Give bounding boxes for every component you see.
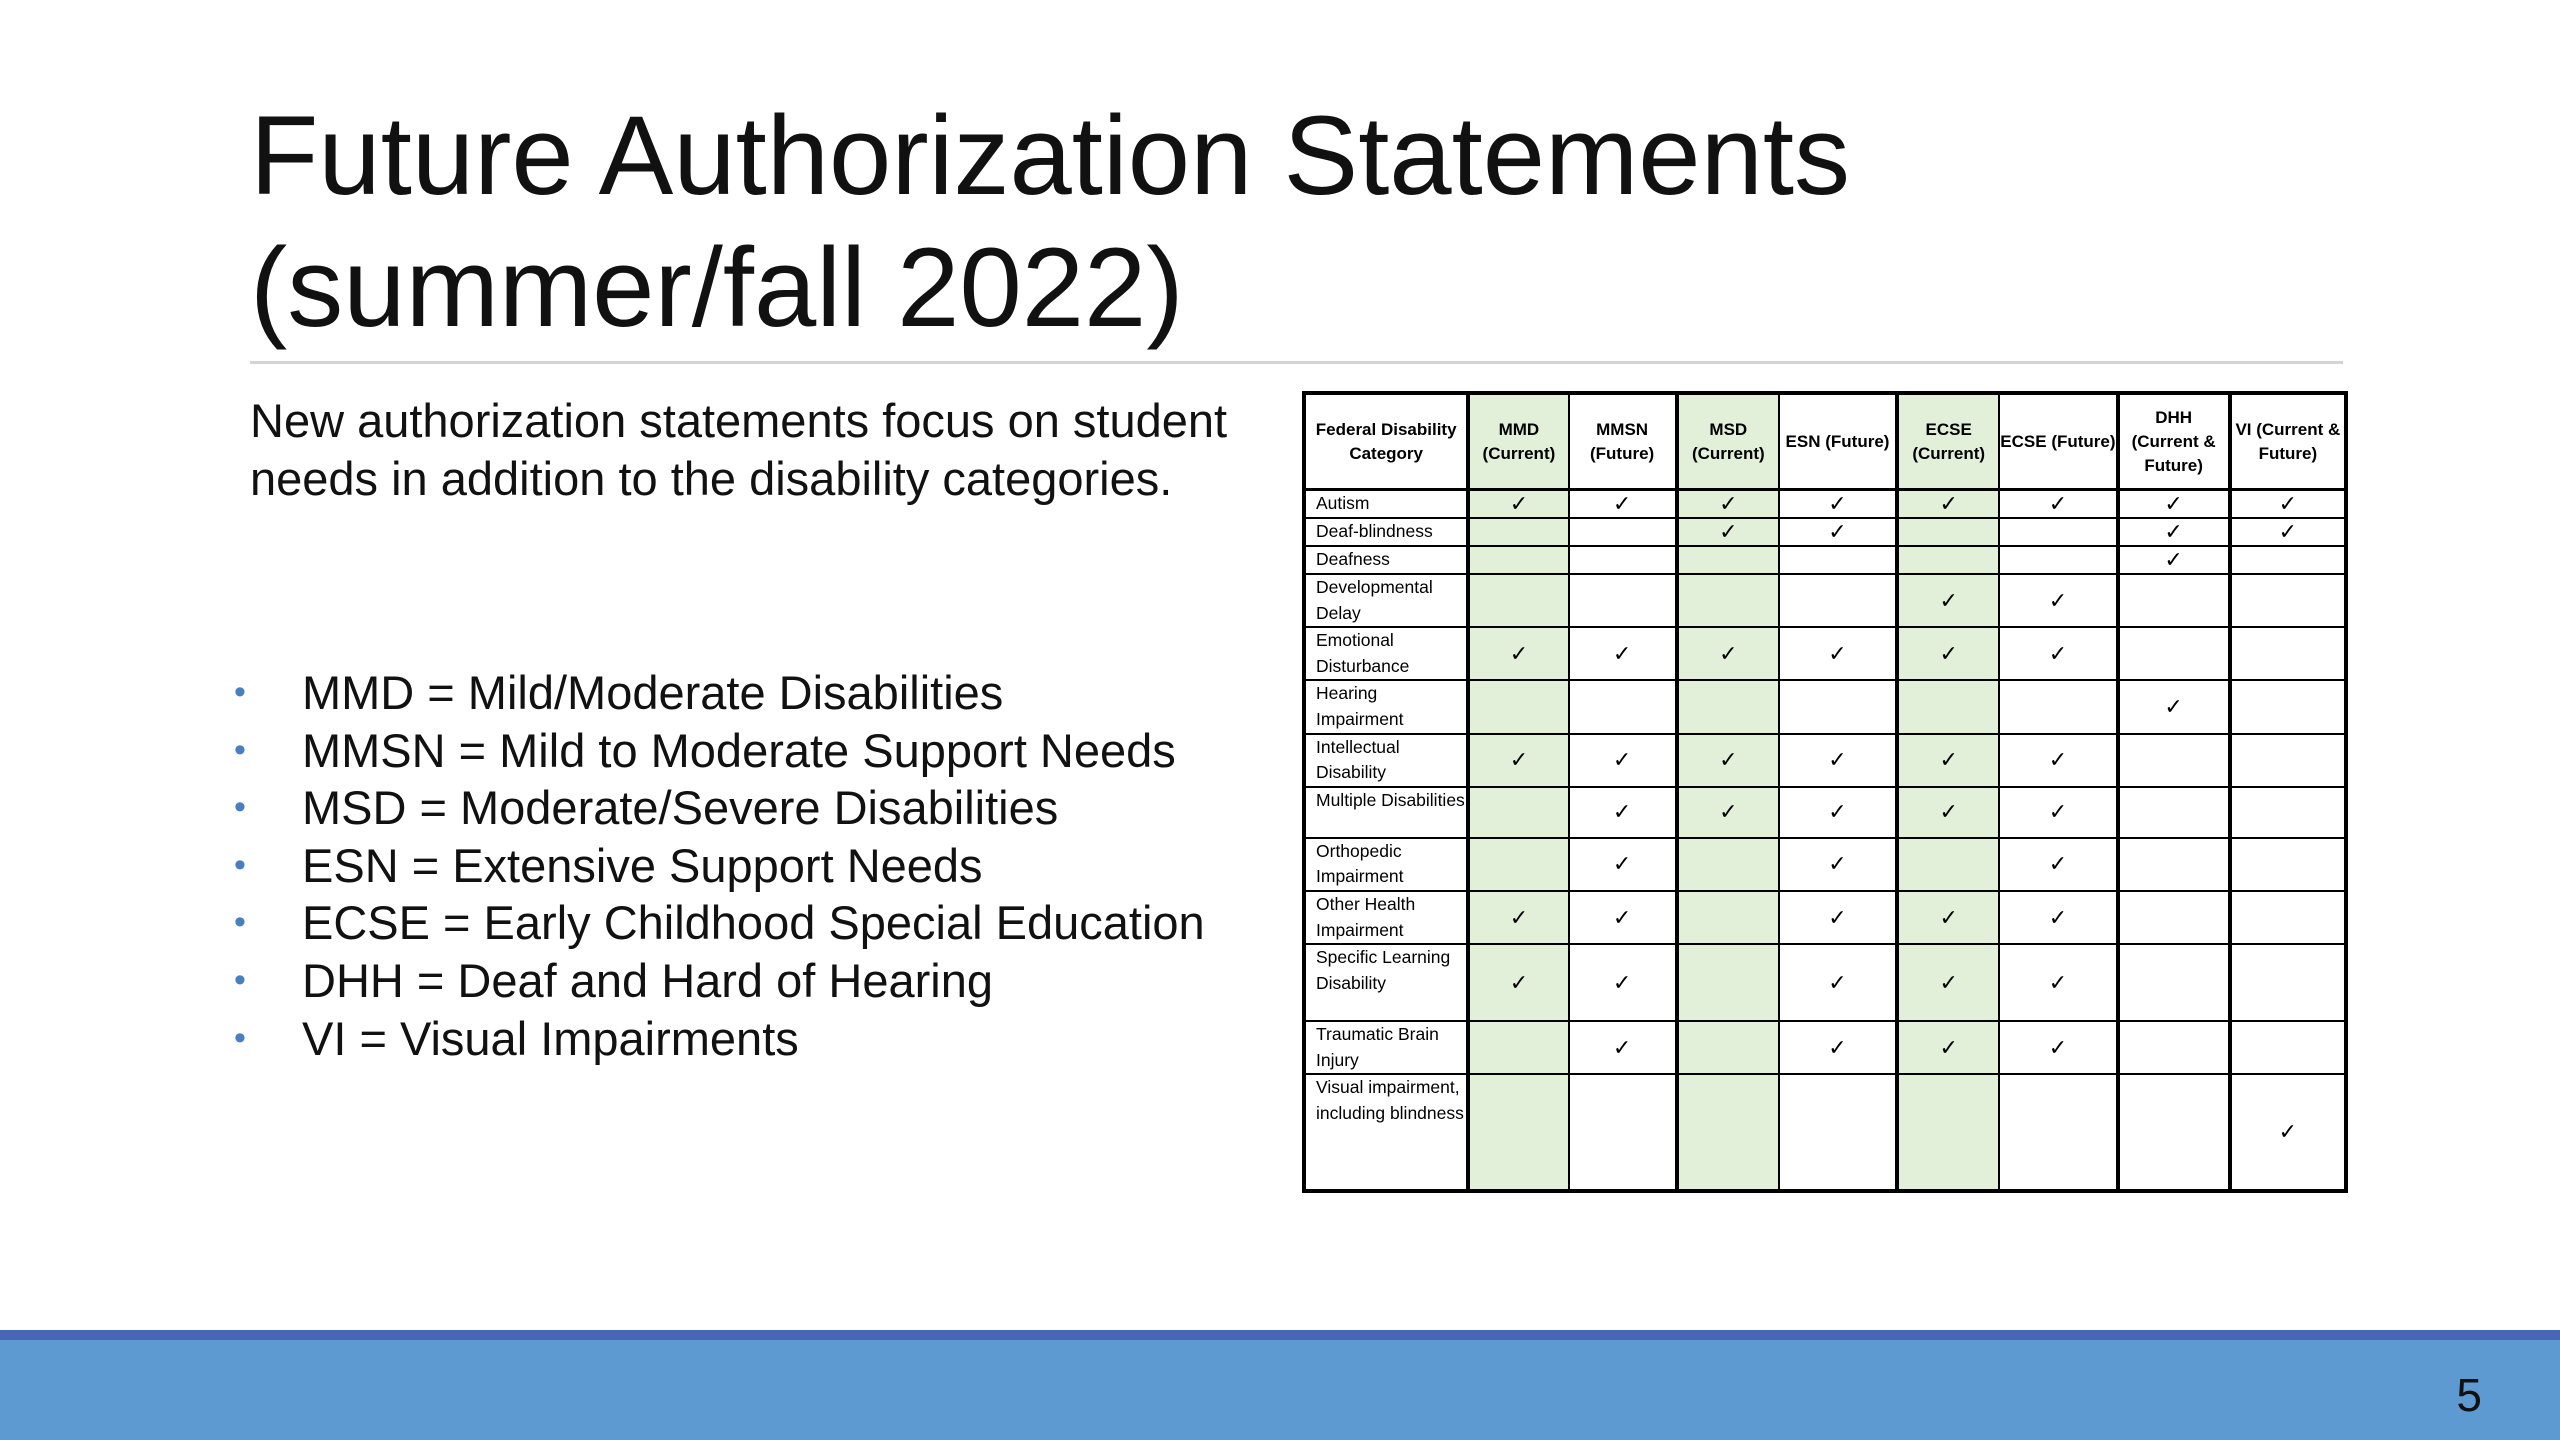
title-divider bbox=[250, 361, 2343, 364]
list-item: • ESN = Extensive Support Needs bbox=[230, 837, 1205, 895]
check-icon: ✓ bbox=[1779, 891, 1897, 944]
empty-cell bbox=[2230, 944, 2345, 1021]
category-cell: Orthopedic Impairment bbox=[1305, 838, 1468, 891]
empty-cell bbox=[1569, 680, 1677, 733]
check-icon: ✓ bbox=[1779, 1021, 1897, 1074]
header-esn-future: ESN (Future) bbox=[1779, 394, 1897, 490]
check-icon: ✓ bbox=[1468, 490, 1568, 519]
category-cell: Hearing Impairment bbox=[1305, 680, 1468, 733]
empty-cell bbox=[2118, 734, 2230, 787]
list-item: • MSD = Moderate/Severe Disabilities bbox=[230, 779, 1205, 837]
empty-cell bbox=[2230, 787, 2345, 838]
check-icon: ✓ bbox=[2118, 518, 2230, 546]
empty-cell bbox=[1677, 838, 1779, 891]
table-row bbox=[1305, 891, 2345, 944]
bullet-icon: • bbox=[234, 1018, 246, 1057]
category-cell: Deafness bbox=[1305, 546, 1468, 574]
check-icon: ✓ bbox=[1569, 734, 1677, 787]
empty-cell bbox=[2230, 574, 2345, 627]
list-item: • VI = Visual Impairments bbox=[230, 1010, 1205, 1068]
check-icon: ✓ bbox=[1569, 1021, 1677, 1074]
empty-cell bbox=[2230, 734, 2345, 787]
list-item: • ECSE = Early Childhood Special Education bbox=[230, 894, 1205, 952]
bullet-icon: • bbox=[234, 673, 246, 711]
check-icon: ✓ bbox=[1897, 734, 1999, 787]
category-cell: Developmental Delay bbox=[1305, 574, 1468, 627]
empty-cell bbox=[1468, 680, 1568, 733]
check-icon: ✓ bbox=[1468, 627, 1568, 680]
empty-cell bbox=[1677, 1021, 1779, 1074]
empty-cell bbox=[1897, 546, 1999, 574]
table-row bbox=[1305, 627, 2345, 680]
header-ecse-future: ECSE (Future) bbox=[1999, 394, 2117, 490]
page-number: 5 bbox=[2456, 1369, 2482, 1421]
table-row bbox=[1305, 1021, 2345, 1074]
check-icon: ✓ bbox=[1468, 734, 1568, 787]
slide-title-line-2: (summer/fall 2022) bbox=[250, 225, 1184, 350]
check-icon: ✓ bbox=[2230, 518, 2345, 546]
footer-bar bbox=[0, 1340, 2560, 1440]
bullet-icon: • bbox=[234, 960, 246, 999]
empty-cell bbox=[1468, 1021, 1568, 1074]
empty-cell bbox=[1999, 518, 2117, 546]
empty-cell bbox=[1897, 1074, 1999, 1190]
check-icon: ✓ bbox=[1779, 734, 1897, 787]
check-icon: ✓ bbox=[1897, 944, 1999, 1021]
header-dhh: DHH (Current & Future) bbox=[2118, 394, 2230, 490]
empty-cell bbox=[2230, 1021, 2345, 1074]
empty-cell bbox=[1897, 680, 1999, 733]
empty-cell bbox=[1677, 546, 1779, 574]
intro-text: New authorization statements focus on student needs in addition to the disability categories. bbox=[250, 394, 1228, 505]
bullet-icon: • bbox=[234, 845, 246, 884]
check-icon: ✓ bbox=[1677, 787, 1779, 838]
table-row bbox=[1305, 574, 2345, 627]
empty-cell bbox=[1897, 838, 1999, 891]
empty-cell bbox=[2118, 627, 2230, 680]
check-icon: ✓ bbox=[1897, 490, 1999, 519]
empty-cell bbox=[2230, 838, 2345, 891]
check-icon: ✓ bbox=[2230, 490, 2345, 519]
check-icon: ✓ bbox=[2118, 680, 2230, 733]
empty-cell bbox=[2118, 1021, 2230, 1074]
check-icon: ✓ bbox=[1999, 490, 2117, 519]
check-icon: ✓ bbox=[2118, 546, 2230, 574]
check-icon: ✓ bbox=[1779, 518, 1897, 546]
empty-cell bbox=[2230, 546, 2345, 574]
table-row bbox=[1305, 838, 2345, 891]
check-icon: ✓ bbox=[1569, 787, 1677, 838]
table-row bbox=[1305, 787, 2345, 838]
category-cell: Multiple Disabilities bbox=[1305, 787, 1468, 838]
empty-cell bbox=[2118, 891, 2230, 944]
abbreviation-list bbox=[230, 664, 1205, 1067]
check-icon: ✓ bbox=[1468, 891, 1568, 944]
empty-cell bbox=[1677, 680, 1779, 733]
table-row bbox=[1305, 546, 2345, 574]
check-icon: ✓ bbox=[1897, 627, 1999, 680]
table-body bbox=[1305, 490, 2345, 1191]
check-icon: ✓ bbox=[1779, 838, 1897, 891]
check-icon: ✓ bbox=[1468, 944, 1568, 1021]
empty-cell bbox=[1569, 518, 1677, 546]
check-icon: ✓ bbox=[1569, 627, 1677, 680]
bullet-icon: • bbox=[234, 788, 246, 827]
empty-cell bbox=[1468, 546, 1568, 574]
authorization-table bbox=[1304, 393, 2346, 1191]
empty-cell bbox=[1779, 574, 1897, 627]
check-icon: ✓ bbox=[1779, 787, 1897, 838]
check-icon: ✓ bbox=[1999, 944, 2117, 1021]
table-header-row bbox=[1305, 394, 2345, 490]
empty-cell bbox=[1897, 518, 1999, 546]
empty-cell bbox=[1677, 891, 1779, 944]
header-category: Federal Disability Category bbox=[1305, 394, 1468, 490]
check-icon: ✓ bbox=[1677, 734, 1779, 787]
check-icon: ✓ bbox=[2230, 1074, 2345, 1190]
empty-cell bbox=[1468, 838, 1568, 891]
table-row bbox=[1305, 680, 2345, 733]
header-ecse-current: ECSE (Current) bbox=[1897, 394, 1999, 490]
empty-cell bbox=[1569, 574, 1677, 627]
category-cell: Intellectual Disability bbox=[1305, 734, 1468, 787]
check-icon: ✓ bbox=[1569, 891, 1677, 944]
empty-cell bbox=[1677, 944, 1779, 1021]
empty-cell bbox=[1677, 574, 1779, 627]
check-icon: ✓ bbox=[1999, 627, 2117, 680]
check-icon: ✓ bbox=[1999, 574, 2117, 627]
empty-cell bbox=[1779, 1074, 1897, 1190]
bullet-icon: • bbox=[234, 730, 246, 769]
table-row bbox=[1305, 1074, 2345, 1190]
empty-cell bbox=[1569, 546, 1677, 574]
check-icon: ✓ bbox=[1999, 1021, 2117, 1074]
header-vi: VI (Current & Future) bbox=[2230, 394, 2345, 490]
table-row bbox=[1305, 944, 2345, 1021]
check-icon: ✓ bbox=[1999, 787, 2117, 838]
category-cell: Traumatic Brain Injury bbox=[1305, 1021, 1468, 1074]
check-icon: ✓ bbox=[1779, 490, 1897, 519]
category-cell: Other Health Impairment bbox=[1305, 891, 1468, 944]
empty-cell bbox=[1999, 1074, 2117, 1190]
table-row bbox=[1305, 734, 2345, 787]
empty-cell bbox=[1779, 680, 1897, 733]
list-item: • MMSN = Mild to Moderate Support Needs bbox=[230, 722, 1205, 780]
slide-title bbox=[250, 90, 2150, 354]
check-icon: ✓ bbox=[1999, 734, 2117, 787]
check-icon: ✓ bbox=[1897, 1021, 1999, 1074]
footer-accent-line bbox=[0, 1330, 2560, 1340]
check-icon: ✓ bbox=[1677, 490, 1779, 519]
empty-cell bbox=[1468, 574, 1568, 627]
list-item: • MMD = Mild/Moderate Disabilities bbox=[230, 664, 1205, 722]
check-icon: ✓ bbox=[1897, 787, 1999, 838]
empty-cell bbox=[1999, 546, 2117, 574]
list-item: • DHH = Deaf and Hard of Hearing bbox=[230, 952, 1205, 1010]
check-icon: ✓ bbox=[1569, 944, 1677, 1021]
check-icon: ✓ bbox=[1569, 838, 1677, 891]
empty-cell bbox=[1569, 1074, 1677, 1190]
empty-cell bbox=[2118, 574, 2230, 627]
check-icon: ✓ bbox=[1779, 944, 1897, 1021]
empty-cell bbox=[1677, 1074, 1779, 1190]
empty-cell bbox=[2118, 838, 2230, 891]
category-cell: Visual impairment, including blindness bbox=[1305, 1074, 1468, 1190]
check-icon: ✓ bbox=[1999, 891, 2117, 944]
table-row bbox=[1305, 490, 2345, 519]
empty-cell bbox=[1468, 787, 1568, 838]
slide-title-line-1: Future Authorization Statements bbox=[250, 93, 1850, 218]
check-icon: ✓ bbox=[1677, 627, 1779, 680]
empty-cell bbox=[1468, 1074, 1568, 1190]
category-cell: Autism bbox=[1305, 490, 1468, 519]
check-icon: ✓ bbox=[1569, 490, 1677, 519]
bullet-icon: • bbox=[234, 903, 246, 942]
empty-cell bbox=[2230, 680, 2345, 733]
check-icon: ✓ bbox=[1999, 838, 2117, 891]
header-mmd-current: MMD (Current) bbox=[1468, 394, 1568, 490]
empty-cell bbox=[1779, 546, 1897, 574]
header-msd-current: MSD (Current) bbox=[1677, 394, 1779, 490]
check-icon: ✓ bbox=[1779, 627, 1897, 680]
empty-cell bbox=[2118, 944, 2230, 1021]
empty-cell bbox=[2118, 1074, 2230, 1190]
check-icon: ✓ bbox=[1677, 518, 1779, 546]
empty-cell bbox=[2230, 891, 2345, 944]
empty-cell bbox=[2230, 627, 2345, 680]
table-row bbox=[1305, 518, 2345, 546]
category-cell: Specific Learning Disability bbox=[1305, 944, 1468, 1021]
empty-cell bbox=[1999, 680, 2117, 733]
category-cell: Emotional Disturbance bbox=[1305, 627, 1468, 680]
check-icon: ✓ bbox=[2118, 490, 2230, 519]
check-icon: ✓ bbox=[1897, 574, 1999, 627]
header-mmsn-future: MMSN (Future) bbox=[1569, 394, 1677, 490]
category-cell: Deaf-blindness bbox=[1305, 518, 1468, 546]
empty-cell bbox=[2118, 787, 2230, 838]
empty-cell bbox=[1468, 518, 1568, 546]
check-icon: ✓ bbox=[1897, 891, 1999, 944]
